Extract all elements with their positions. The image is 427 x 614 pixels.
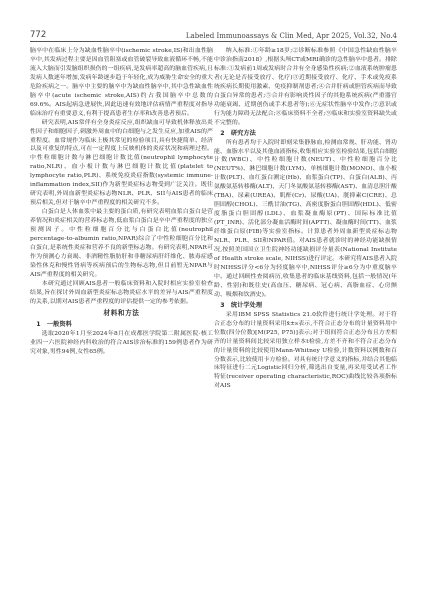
paragraph: 研究表明,AIS常伴有全身炎症反应,组织缺血可导致机体释放出炎性因子和细胞因子,刺激外周血中的白细胞与之发生反应,加重AIS的严重程度。血常规作为临床上极其常见的检验项目,具有快捷简单、经济以及可重复的特点,可在一定程度上反映机体的炎症状况和病理过程。中性粒细胞计数与淋巴细胞计数比值(neutrophil lymphocyte ratio,NLR)、血小板计数与淋巴细胞计数比值(platelet to lymphocyte ratio,PLR)、系统免疫炎症指数(systemic immune-inflammation index,SII)作为新型炎症标志物受到广泛关注。既往研究表明,外周血新型炎症标志物NLR、PLR、SII与AIS患者的临床预后相关,但对于脑卒中严重程度的相关研究不多。 <box>30 119 213 207</box>
paragraph: 纳入标准:①年龄≥18岁;②诊断标准参照《中国急性缺血性脑卒中诊治指南2018》,根据头颅CT或MRI确诊的急性脑卒中患者。排除标准:①发病前1周或发病时合并有全身感染性疾病;②血液系统肿瘤患者(无论是否接受放疗、化疗)③近期接受放疗、化疗、手术或免疫系统疾病长期使用激素、免疫抑制剂患者;④合并肝病或胆管疾病而导致白蛋白异常的患者;⑤合并有影响炎性因子的其他系统疾病(严重器官功能衰竭、近期创伤或手术患者等);⑥无症状性脑卒中发作;⑦意识或行为能力障碍无法配合;⑧临床资料不全者;⑨临床和实验室资料缺失或不完整的。 <box>214 48 397 126</box>
section-heading: 材料和方法 <box>103 308 140 317</box>
running-header <box>30 26 397 40</box>
subsection-heading: 2 研究方法 <box>220 129 256 137</box>
page-number: 772 <box>30 30 47 40</box>
journal-citation: Labeled Immunoassays & Clin Med, Apr 2025, Vol.32, No.4 <box>185 32 397 40</box>
header-divider <box>30 41 397 42</box>
subsection-heading: 1 一般资料 <box>36 320 72 328</box>
paragraph: 选取2020年1月至2024年8月在成都医学院第二附属医院·核工业四一六医院神经内科收治的符合AIS诊治标准的159例患者作为研究对象,男性94例,女性65例。 <box>30 330 213 355</box>
paragraph: 本研究通过回顾AIS患者一般临床资料和入院时相应实验室检查结果,旨在探讨外周血新型炎症标志物炎症水平的差异与AIS严重程度的关系,以期对AIS患者严重程度的评估提供一定的参考依据。 <box>30 280 213 305</box>
left-column <box>30 47 213 357</box>
paragraph: 所有患者均于入院时即刻采集静脉血,检测血常规、肝功能、肾功能、血脂水平以及其他血液指标,收集相应实验室检验结果,包括白细胞计数(WBC)、中性粒细胞计数(NEUT)、中性粒细胞百分比(NEUT%)、淋巴细胞计数(LYM)、单核细胞计数(MONO)、血小板计数(PLT)、血红蛋白测定(Hb)、血浆蛋白(TP)、白蛋白(ALB)、丙氨酸氨基转移酶(ALT)、天门冬氨酸氨基转移酶(AST)、血清总胆汁酸(TBA)、尿素(UREA)、肌酐(Cr)、尿酸(UA)、胱抑素C(CRE)、总胆固醇(CHOL)、三酰甘油(TG)、高密度脂蛋白胆固醇(HDL)、低密度脂蛋白胆固醇(LDL)、血浆凝血酶原(PT)、国际标准比值(PT_INR)、活化部分凝血活酶时间(APTT)、凝血酶时间(TT)、血浆纤维蛋白原(FIB)等实验室指标。计算患者外周血新型炎症标志物NLR、PLR、SII和NPAR值。对AIS患者就诊时的神经功能缺损情况,按照美国国立卫生院神经功能缺损评分量表(National Institute of Health stroke scale, NIHSS)进行评定。本研究将AIS患者入院时NIHSS评分<6分为轻度脑卒中,NIHSS评分≥6分为中重度脑卒中。通过回顾性查阅病历,收集患者的临床基线资料,包括一般情况(年龄、性别)和既往史(高血压、糖尿病、冠心病、高脂血症、心房颤动、吸烟和饮酒史)。 <box>214 139 397 298</box>
subsection-heading: 3 统计学处理 <box>220 301 263 309</box>
paragraph: 白蛋白是人体血浆中最主要的蛋白质,有研究表明血浆白蛋白是营养情况和炎症相关的营养标志物,低血浆白蛋白是卒中严重程度的独立预测因子。中性粒细胞百分比与白蛋白比值(neutrophil percentage-to-albumin ratio,NPAR)综合了中性粒细胞百分比和白蛋白,是系统性炎症和营养不良的新型标志物。有研究表明,NPAR可作为预测心力衰竭、非酒精性脂肪肝和非糖尿病肝纤维化、脓毒症感染性休克和慢性肾病等疾病预后的生物标志物,但目前暂无NPAR与AIS严重程度的相关研究。 <box>30 209 213 278</box>
right-column <box>214 47 397 391</box>
paragraph: 采用IBM SPSS Statistics 21.0软件进行统计学处理。对于符合正态分布的计量资料采用x̄±s表示,不符合正态分布的计量资料用中位数(四分位数)[M(P25, P75)]表示;对于组间符合正态分布且方差相齐的计量资料间比较采用独立样本t检验,方差不齐和不符合正态分布的计量资料的比较使用Mann-Whitney U检验,计数资料以例数和百分数表示,比较使用卡方检验。对具有统计学意义的指标,并结合其他临床特征进行二元Logistic回归分析,筛选出自变量,再采用受试者工作特征(receiver operating characteristic,ROC)曲线比较各项指标对AIS <box>214 311 397 390</box>
paragraph: 脑卒中在临床上分为缺血性脑卒中(ischemic stroke,IS)和出血性脑卒中,其发病过程主要是因血管阻塞或血管破裂导致血液循环不畅,不能流入大脑而引发脑组织损伤的一组疾病,是发病率超高的脑血管疾病,且发病人数逐年增加,发病年龄逐步趋于年轻化,成为威胁生命安全的重大危险疾病之一。脑卒中主要的脑卒中为缺血性脑卒中,其中急性缺血性脑卒中(acute ischemic stroke,AIS)约占我国脑卒中总数的69.6%。AIS起病急进展快,因此迅速有效地评估病情严重程度对指导临床治疗有重要意义,有利于提高患者生存率和改善患者预后。 <box>30 48 213 117</box>
